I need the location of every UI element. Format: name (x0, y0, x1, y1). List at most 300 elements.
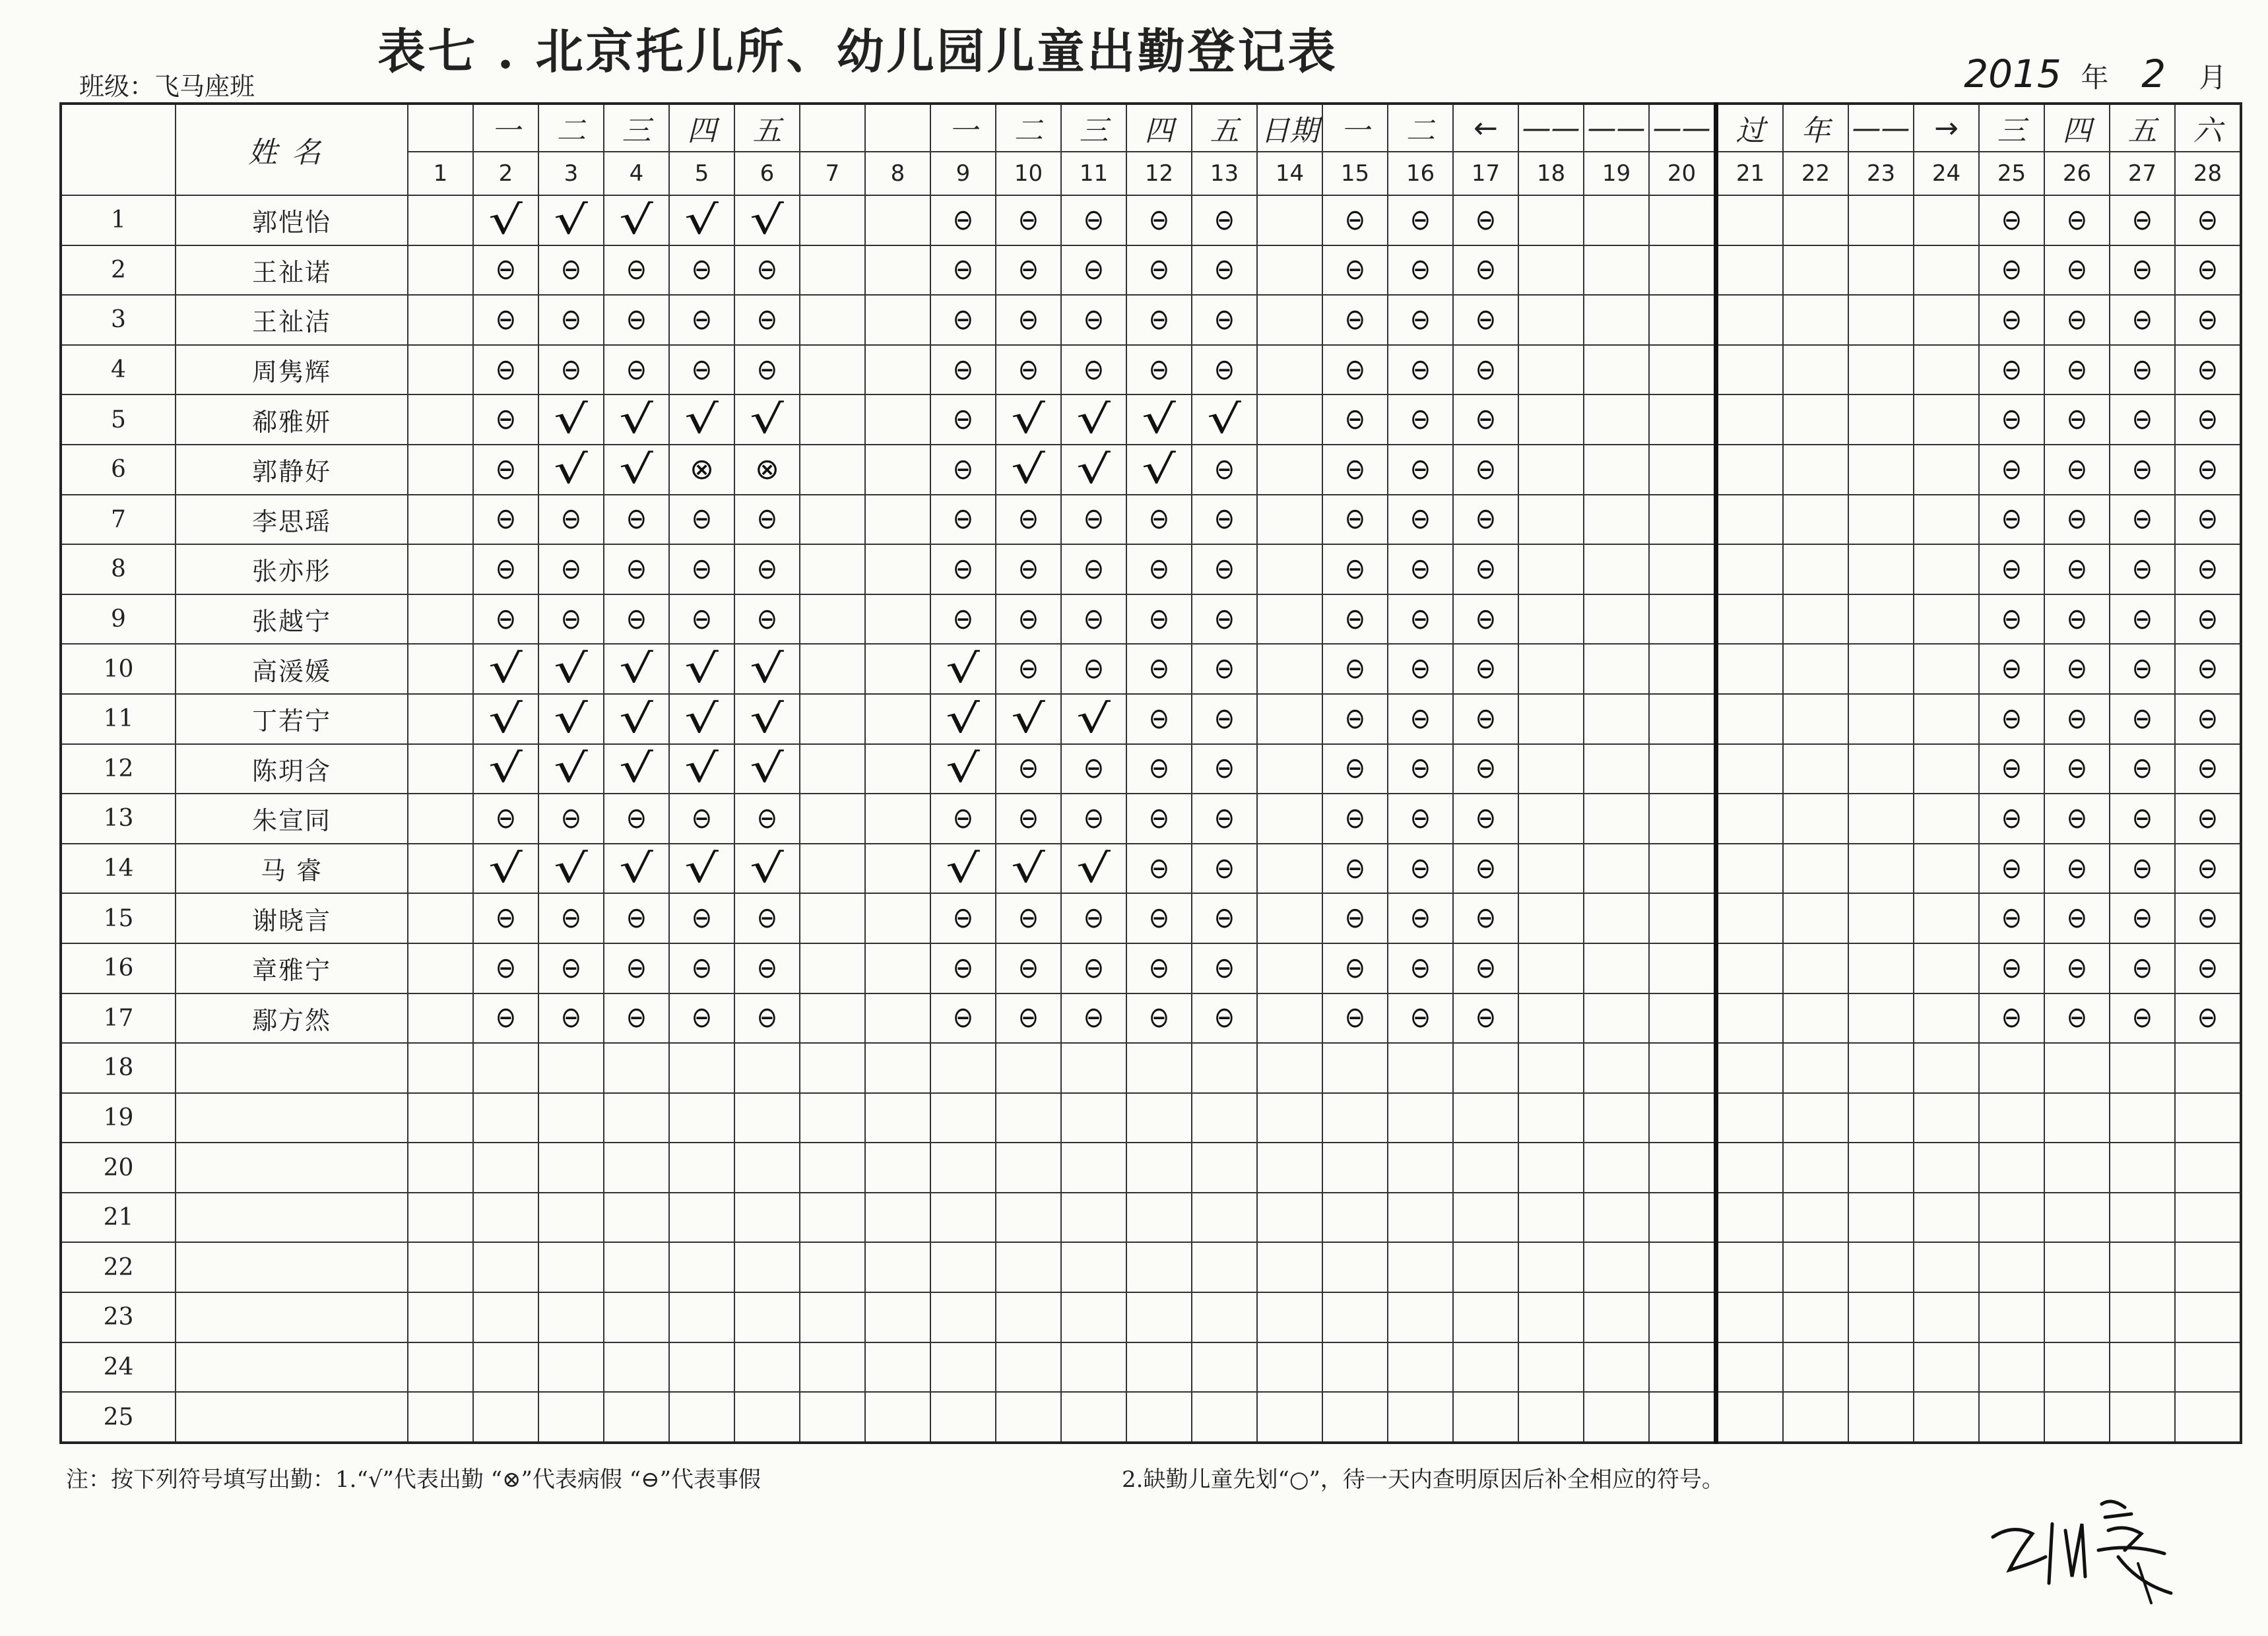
attendance-cell (2044, 1292, 2110, 1342)
student-name-cell: 王祉诺 (176, 245, 408, 296)
personal-leave-mark: ⊖ (560, 951, 582, 985)
attendance-cell (408, 893, 473, 943)
attendance-cell (1848, 1392, 1914, 1443)
attendance-cell (2044, 594, 2110, 645)
attendance-cell (2110, 1193, 2175, 1243)
attendance-cell (1716, 445, 1784, 495)
attendance-cell (538, 694, 604, 744)
personal-leave-mark: ⊖ (1475, 901, 1497, 935)
attendance-cell (408, 1193, 473, 1243)
attendance-cell (2044, 844, 2110, 894)
attendance-cell (2175, 1093, 2241, 1143)
attendance-cell (408, 794, 473, 844)
attendance-cell (800, 295, 865, 345)
attendance-cell (1126, 794, 1192, 844)
attendance-cell (1914, 594, 1979, 645)
row-number-cell: 11 (61, 694, 176, 744)
attendance-cell (865, 245, 930, 296)
attendance-cell (1518, 495, 1584, 545)
attendance-cell (604, 245, 669, 296)
personal-leave-mark: ⊖ (952, 253, 974, 287)
personal-leave-mark: ⊖ (1409, 253, 1431, 287)
attendance-cell (1453, 195, 1518, 245)
personal-leave-mark: ⊖ (1148, 302, 1170, 336)
attendance-cell (538, 245, 604, 296)
attendance-cell (1848, 1043, 1914, 1093)
attendance-cell (1979, 594, 2044, 645)
attendance-cell (1061, 245, 1126, 296)
attendance-cell (1453, 694, 1518, 744)
attendance-cell (996, 893, 1061, 943)
personal-leave-mark: ⊖ (1214, 551, 1235, 586)
attendance-cell (865, 394, 930, 445)
attendance-cell (996, 744, 1061, 794)
attendance-cell (669, 544, 734, 594)
attendance-cell (604, 394, 669, 445)
student-name-cell: 郗雅妍 (176, 394, 408, 445)
student-row (61, 245, 2241, 296)
attendance-cell (1322, 644, 1388, 694)
attendance-cell (996, 594, 1061, 645)
student-name-cell: 张越宁 (176, 594, 408, 645)
student-name-cell: 谢晓言 (176, 893, 408, 943)
attendance-cell (1914, 744, 1979, 794)
attendance-cell (1914, 495, 1979, 545)
attendance-cell (1716, 295, 1784, 345)
attendance-cell (1322, 295, 1388, 345)
name-header-cell: 姓名 (176, 104, 408, 195)
attendance-cell (1061, 1392, 1126, 1443)
personal-leave-mark: ⊖ (2001, 203, 2023, 237)
attendance-cell (669, 594, 734, 645)
attendance-cell (1453, 893, 1518, 943)
attendance-cell (1914, 295, 1979, 345)
personal-leave-mark: ⊖ (756, 502, 778, 536)
attendance-cell (473, 544, 538, 594)
attendance-cell (2110, 1043, 2175, 1093)
attendance-cell (930, 245, 996, 296)
attendance-cell (1716, 844, 1784, 894)
personal-leave-mark: ⊖ (1214, 801, 1235, 835)
attendance-cell (865, 744, 930, 794)
attendance-cell (604, 195, 669, 245)
attendance-cell (1649, 694, 1716, 744)
attendance-cell (1388, 1242, 1453, 1292)
attendance-cell (800, 1193, 865, 1243)
present-mark: √ (684, 695, 719, 742)
personal-leave-mark: ⊖ (2197, 751, 2219, 786)
personal-leave-mark: ⊖ (1409, 551, 1431, 586)
attendance-cell (2110, 544, 2175, 594)
attendance-cell (604, 694, 669, 744)
attendance-cell (1126, 694, 1192, 744)
attendance-cell (1584, 844, 1649, 894)
student-name-cell: 李思瑶 (176, 495, 408, 545)
weekday-cell: 一 (473, 104, 538, 152)
attendance-cell (1848, 1093, 1914, 1143)
attendance-cell (734, 644, 800, 694)
personal-leave-mark: ⊖ (2066, 551, 2088, 586)
attendance-cell (408, 594, 473, 645)
personal-leave-mark: ⊖ (1148, 801, 1170, 835)
personal-leave-mark: ⊖ (2197, 551, 2219, 586)
weekday-cell: 四 (1126, 104, 1192, 152)
attendance-cell (1518, 594, 1584, 645)
attendance-cell (1061, 744, 1126, 794)
personal-leave-mark: ⊖ (2197, 402, 2219, 437)
personal-leave-mark: ⊖ (691, 801, 713, 835)
attendance-cell (734, 544, 800, 594)
weekday-cell: 三 (1061, 104, 1126, 152)
attendance-cell (1257, 1242, 1322, 1292)
attendance-cell (1914, 1193, 1979, 1243)
attendance-cell (473, 1342, 538, 1393)
attendance-cell (1126, 245, 1192, 296)
attendance-cell (2044, 993, 2110, 1044)
attendance-cell (1257, 394, 1322, 445)
personal-leave-mark: ⊖ (952, 602, 974, 636)
personal-leave-mark: ⊖ (756, 253, 778, 287)
attendance-cell (2110, 1342, 2175, 1393)
attendance-cell (1783, 495, 1848, 545)
attendance-cell (865, 544, 930, 594)
personal-leave-mark: ⊖ (1018, 352, 1039, 387)
student-name-cell (176, 1193, 408, 1243)
present-mark: √ (750, 695, 785, 742)
personal-leave-mark: ⊖ (495, 302, 517, 336)
attendance-cell (2175, 1392, 2241, 1443)
attendance-cell (865, 893, 930, 943)
attendance-cell (1914, 694, 1979, 744)
attendance-cell (1914, 644, 1979, 694)
attendance-cell (865, 644, 930, 694)
attendance-cell (1584, 1043, 1649, 1093)
attendance-cell (1518, 1392, 1584, 1443)
student-name-cell (176, 1342, 408, 1393)
attendance-cell (1649, 394, 1716, 445)
personal-leave-mark: ⊖ (1344, 352, 1366, 387)
attendance-cell (1716, 495, 1784, 545)
attendance-cell (669, 694, 734, 744)
attendance-cell (1257, 195, 1322, 245)
attendance-cell (669, 345, 734, 395)
attendance-cell (1453, 345, 1518, 395)
attendance-cell (1716, 1143, 1784, 1193)
personal-leave-mark: ⊖ (2001, 302, 2023, 336)
attendance-cell (408, 394, 473, 445)
attendance-cell (930, 394, 996, 445)
attendance-cell (1716, 794, 1784, 844)
weekday-cell: 六 (2175, 104, 2241, 152)
personal-leave-mark: ⊖ (1409, 1001, 1431, 1035)
day-number-cell: 11 (1061, 152, 1126, 195)
personal-leave-mark: ⊖ (1344, 951, 1366, 985)
attendance-cell (1584, 893, 1649, 943)
personal-leave-mark: ⊖ (1083, 602, 1105, 636)
personal-leave-mark: ⊖ (560, 801, 582, 835)
attendance-cell (1192, 993, 1257, 1044)
attendance-cell (1848, 445, 1914, 495)
personal-leave-mark: ⊖ (691, 1001, 713, 1035)
attendance-cell (800, 1342, 865, 1393)
attendance-cell (2044, 195, 2110, 245)
attendance-cell (800, 495, 865, 545)
attendance-cell (408, 1242, 473, 1292)
attendance-cell (1584, 1242, 1649, 1292)
personal-leave-mark: ⊖ (495, 253, 517, 287)
personal-leave-mark: ⊖ (1083, 801, 1105, 835)
attendance-cell (996, 1143, 1061, 1193)
student-name-cell: 章雅宁 (176, 943, 408, 993)
attendance-cell (2044, 295, 2110, 345)
personal-leave-mark: ⊖ (2001, 951, 2023, 985)
attendance-cell (473, 1392, 538, 1443)
attendance-cell (2110, 943, 2175, 993)
personal-leave-mark: ⊖ (495, 1001, 517, 1035)
attendance-cell (2175, 943, 2241, 993)
attendance-cell (1257, 993, 1322, 1044)
personal-leave-mark: ⊖ (1409, 851, 1431, 885)
attendance-cell (800, 1242, 865, 1292)
attendance-cell (1783, 594, 1848, 645)
attendance-cell (408, 1093, 473, 1143)
attendance-cell (1061, 1193, 1126, 1243)
student-name-cell: 马 睿 (176, 844, 408, 894)
personal-leave-mark: ⊖ (952, 951, 974, 985)
row-number-cell: 10 (61, 644, 176, 694)
attendance-cell (734, 445, 800, 495)
personal-leave-mark: ⊖ (495, 452, 517, 486)
attendance-cell (408, 694, 473, 744)
attendance-cell (734, 594, 800, 645)
personal-leave-mark: ⊖ (2197, 1001, 2219, 1035)
attendance-cell (1126, 1242, 1192, 1292)
attendance-cell (800, 694, 865, 744)
personal-leave-mark: ⊖ (1475, 402, 1497, 437)
personal-leave-mark: ⊖ (1475, 352, 1497, 387)
attendance-cell (800, 943, 865, 993)
present-mark: √ (619, 446, 654, 493)
attendance-cell (1061, 993, 1126, 1044)
attendance-cell (538, 943, 604, 993)
index-header-cell (61, 104, 176, 195)
attendance-cell (473, 644, 538, 694)
student-row (61, 1093, 2241, 1143)
attendance-cell (538, 1043, 604, 1093)
attendance-cell (1914, 1292, 1979, 1342)
attendance-cell (1518, 893, 1584, 943)
personal-leave-mark: ⊖ (1214, 951, 1235, 985)
attendance-cell (2175, 893, 2241, 943)
personal-leave-mark: ⊖ (1409, 951, 1431, 985)
personal-leave-mark: ⊖ (560, 602, 582, 636)
class-label: 班级：飞马座班 (79, 72, 255, 101)
attendance-cell (800, 1043, 865, 1093)
attendance-cell (2175, 544, 2241, 594)
personal-leave-mark: ⊖ (1475, 502, 1497, 536)
personal-leave-mark: ⊖ (1344, 801, 1366, 835)
weekday-cell: 日期 (1257, 104, 1322, 152)
attendance-cell (1257, 644, 1322, 694)
attendance-cell (1783, 1342, 1848, 1393)
personal-leave-mark: ⊖ (1083, 253, 1105, 287)
attendance-cell (1649, 345, 1716, 395)
attendance-cell (1518, 644, 1584, 694)
attendance-cell (1518, 943, 1584, 993)
attendance-cell (1518, 394, 1584, 445)
attendance-cell (1649, 544, 1716, 594)
attendance-cell (1061, 844, 1126, 894)
personal-leave-mark: ⊖ (1083, 502, 1105, 536)
personal-leave-mark: ⊖ (560, 253, 582, 287)
personal-leave-mark: ⊖ (2131, 901, 2153, 935)
attendance-cell (1848, 195, 1914, 245)
personal-leave-mark: ⊖ (1018, 602, 1039, 636)
attendance-cell (865, 1292, 930, 1342)
legend-note-1: 注：按下列符号填写出勤：1.“√”代表出勤 “⊗”代表病假 “⊖”代表事假 (66, 1466, 761, 1493)
row-number-cell: 21 (61, 1193, 176, 1243)
personal-leave-mark: ⊖ (2131, 751, 2153, 786)
row-number-cell: 4 (61, 345, 176, 395)
attendance-cell (538, 195, 604, 245)
personal-leave-mark: ⊖ (495, 502, 517, 536)
present-mark: √ (684, 396, 719, 443)
attendance-cell (1322, 694, 1388, 744)
attendance-cell (2110, 295, 2175, 345)
attendance-cell (473, 794, 538, 844)
attendance-cell (1716, 1292, 1784, 1342)
present-mark: √ (554, 745, 589, 792)
personal-leave-mark: ⊖ (2131, 1001, 2153, 1035)
attendance-cell (1453, 295, 1518, 345)
attendance-cell (2044, 1193, 2110, 1243)
attendance-cell (1322, 1292, 1388, 1342)
student-row (61, 495, 2241, 545)
attendance-cell (1257, 744, 1322, 794)
attendance-cell (996, 943, 1061, 993)
attendance-cell (1388, 1292, 1453, 1342)
day-number-cell: 3 (538, 152, 604, 195)
attendance-cell (800, 1093, 865, 1143)
day-number-cell: 23 (1848, 152, 1914, 195)
attendance-cell (1979, 1392, 2044, 1443)
attendance-cell (800, 893, 865, 943)
attendance-cell (2110, 345, 2175, 395)
attendance-cell (2110, 245, 2175, 296)
row-number-cell: 17 (61, 993, 176, 1044)
personal-leave-mark: ⊖ (2066, 951, 2088, 985)
personal-leave-mark: ⊖ (1083, 551, 1105, 586)
attendance-cell (1322, 844, 1388, 894)
attendance-cell (669, 844, 734, 894)
attendance-cell (1584, 1392, 1649, 1443)
attendance-cell (1649, 1342, 1716, 1393)
attendance-cell (996, 1392, 1061, 1443)
attendance-cell (1584, 445, 1649, 495)
weekday-cell: 年 (1783, 104, 1848, 152)
attendance-cell (1322, 495, 1388, 545)
attendance-cell (1979, 893, 2044, 943)
student-name-cell: 郭恺怡 (176, 195, 408, 245)
personal-leave-mark: ⊖ (495, 951, 517, 985)
day-number-cell: 4 (604, 152, 669, 195)
attendance-cell (1453, 1292, 1518, 1342)
student-name-cell (176, 1242, 408, 1292)
personal-leave-mark: ⊖ (495, 551, 517, 586)
attendance-cell (1848, 993, 1914, 1044)
personal-leave-mark: ⊖ (1475, 801, 1497, 835)
attendance-cell (1783, 644, 1848, 694)
attendance-cell (1388, 844, 1453, 894)
day-number-cell: 20 (1649, 152, 1716, 195)
student-name-cell (176, 1093, 408, 1143)
attendance-cell (1453, 495, 1518, 545)
attendance-cell (1716, 195, 1784, 245)
attendance-cell (1126, 993, 1192, 1044)
attendance-cell (1322, 1392, 1388, 1443)
attendance-cell (2044, 1392, 2110, 1443)
student-row (61, 744, 2241, 794)
attendance-cell (1979, 1143, 2044, 1193)
attendance-cell (538, 445, 604, 495)
personal-leave-mark: ⊖ (1148, 253, 1170, 287)
attendance-cell (2175, 394, 2241, 445)
weekday-cell: 二 (1388, 104, 1453, 152)
personal-leave-mark: ⊖ (626, 951, 647, 985)
attendance-cell (800, 195, 865, 245)
attendance-cell (1061, 893, 1126, 943)
attendance-cell (2044, 495, 2110, 545)
attendance-cell (669, 744, 734, 794)
row-number-cell: 13 (61, 794, 176, 844)
attendance-cell (1192, 345, 1257, 395)
personal-leave-mark: ⊖ (1344, 253, 1366, 287)
day-number-cell: 28 (2175, 152, 2241, 195)
attendance-cell (1783, 993, 1848, 1044)
student-row (61, 993, 2241, 1044)
attendance-cell (473, 1193, 538, 1243)
attendance-cell (669, 1392, 734, 1443)
attendance-cell (1061, 1043, 1126, 1093)
attendance-cell (1192, 495, 1257, 545)
attendance-cell (930, 1292, 996, 1342)
attendance-cell (1783, 694, 1848, 744)
student-row (61, 1143, 2241, 1193)
attendance-cell (1322, 195, 1388, 245)
attendance-cell (1322, 794, 1388, 844)
attendance-cell (1453, 1143, 1518, 1193)
personal-leave-mark: ⊖ (1344, 551, 1366, 586)
personal-leave-mark: ⊖ (756, 551, 778, 586)
attendance-cell (408, 644, 473, 694)
personal-leave-mark: ⊖ (1409, 203, 1431, 237)
attendance-cell (1783, 345, 1848, 395)
personal-leave-mark: ⊖ (2131, 352, 2153, 387)
attendance-cell (1257, 1143, 1322, 1193)
student-row (61, 1292, 2241, 1342)
attendance-cell (473, 1043, 538, 1093)
present-mark: √ (554, 446, 589, 493)
personal-leave-mark: ⊖ (1083, 951, 1105, 985)
attendance-cell (2175, 445, 2241, 495)
attendance-cell (1914, 1043, 1979, 1093)
attendance-cell (2044, 1242, 2110, 1292)
attendance-cell (1979, 495, 2044, 545)
attendance-cell (669, 1292, 734, 1342)
attendance-cell (1192, 893, 1257, 943)
weekday-cell: 二 (538, 104, 604, 152)
row-number-cell: 23 (61, 1292, 176, 1342)
